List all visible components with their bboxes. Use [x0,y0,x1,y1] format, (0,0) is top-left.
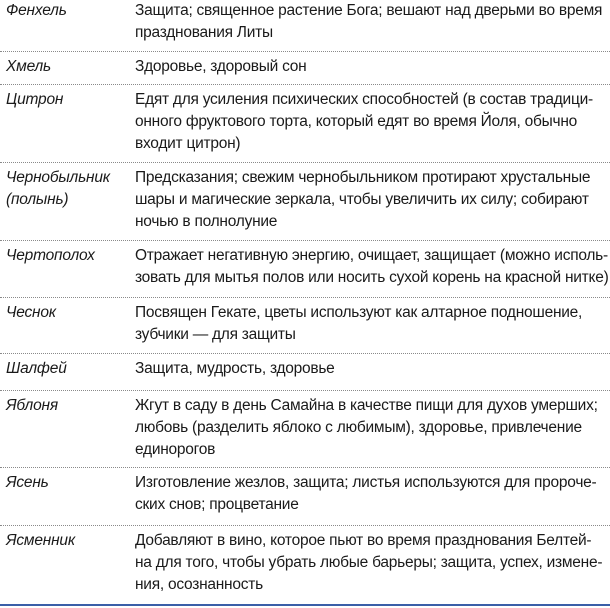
herb-name [6,167,130,211]
row-separator [0,390,610,391]
row-separator [0,467,610,468]
herb-description-line: входит цитрон) [135,135,241,152]
herb-description-line: ния, осознанность [135,576,263,593]
row-separator [0,297,610,298]
herb-name [6,302,130,324]
herb-description [135,358,607,380]
herb-description-line: ночью в полнолуние [135,213,278,230]
row-separator [0,162,610,163]
herb-name [6,358,130,380]
row-separator [0,84,610,85]
herb-description-line: Едят для усиления психических способностей (в состав традици- [135,91,593,108]
herb-name-line: Ясень [6,474,49,491]
herb-name [6,530,130,552]
herb-description-line: Защита, мудрость, здоровье [135,360,335,377]
herb-description [135,0,607,44]
herb-name [6,56,130,78]
herb-name-line: Шалфей [6,360,67,377]
herb-description-line: любовь (разделить яблоко с любимым), здоровье, привлечение [135,419,582,436]
herb-description-line: Предсказания; свежим чернобыльником протирают хрустальные [135,169,591,186]
herb-description-line: Изготовление жезлов, защита; листья используются для пророче- [135,474,597,491]
herb-description-line: Защита; священное растение Бога; вешают над дверьми во время [135,2,603,19]
herb-name-line: Чернобыльник [6,169,110,186]
herb-description-line: зубчики — для защиты [135,326,296,343]
herb-description-line: онного фруктового торта, который едят во время Йоля, обычно [135,113,578,130]
herb-description-line: ских снов; процветание [135,496,299,513]
herb-name [6,395,130,417]
herb-name [6,0,130,22]
herb-description [135,167,607,233]
herb-description-line: Отражает негативную энергию, очищает, защищает (можно исполь- [135,247,608,264]
herb-name [6,245,130,267]
herb-name-line: Ясменник [6,532,75,549]
herb-description-line: шары и магические зеркала, чтобы увеличить их силу; собирают [135,191,589,208]
herb-name-line: Цитрон [6,91,64,108]
herb-description [135,395,607,461]
herb-description-line: на для того, чтобы убрать любые барьеры; защита, успех, измене- [135,554,603,571]
herb-name-line: (полынь) [6,191,69,208]
herb-name-line: Чеснок [6,304,56,321]
herb-name-line: Яблоня [6,397,58,414]
row-separator [0,353,610,354]
herb-description-line: Добавляют в вино, которое пьют во время празднования Белтей- [135,532,592,549]
row-separator [0,51,610,52]
bottom-rule [0,604,610,606]
herb-description-line: Жгут в саду в день Самайна в качестве пищи для духов умерших; [135,397,598,414]
herb-description [135,530,607,596]
herb-description-line: Здоровье, здоровый сон [135,58,307,75]
herb-name-line: Чертополох [6,247,95,264]
herb-description [135,56,607,78]
herb-description [135,245,607,289]
herb-name [6,89,130,111]
herb-description-line: зовать для мытья полов или носить сухой корень на красной нитке) [135,269,609,286]
row-separator [0,525,610,526]
herb-description [135,472,607,516]
herb-name-line: Хмель [6,58,51,75]
herb-name [6,472,130,494]
herb-description [135,302,607,346]
herb-description [135,89,607,155]
herb-description-line: празднования Литы [135,24,273,41]
herb-description-line: единорогов [135,441,216,458]
row-separator [0,240,610,241]
herb-name-line: Фенхель [6,2,67,19]
herb-description-line: Посвящен Гекате, цветы используют как алтарное подношение, [135,304,583,321]
